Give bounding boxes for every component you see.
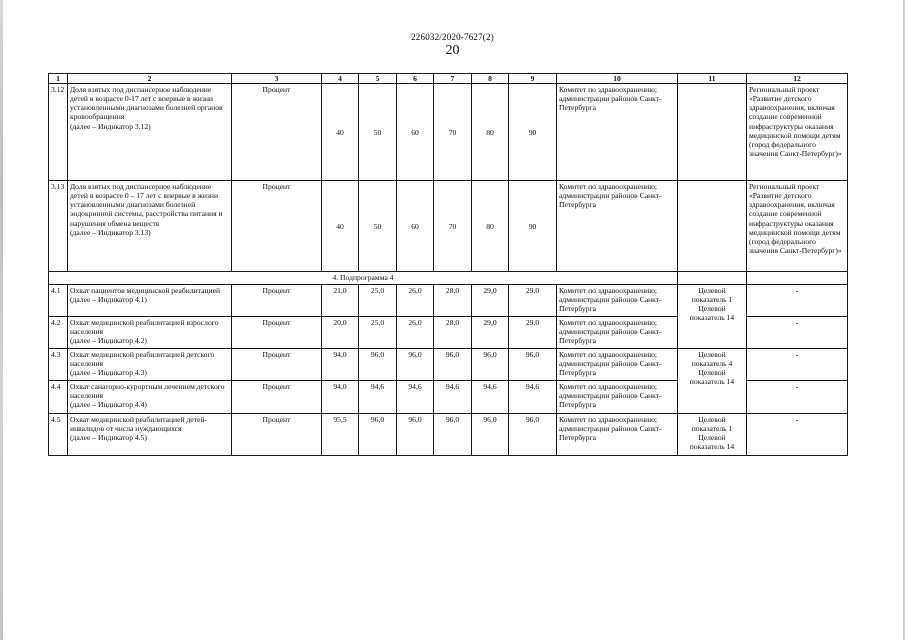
header-row — [49, 74, 848, 84]
regional-project: Региональный проект «Развитие детского здравоохранения, включая создание современной инфраструктуры оказания медицинской помощи детям (город федерального значения Санкт-Петербург)» — [747, 181, 848, 272]
value-cell: 60 — [397, 84, 434, 181]
regional-project: - — [747, 349, 848, 381]
col-header: 5 — [359, 74, 397, 84]
unit: Процент — [232, 317, 322, 349]
indicator-name: Охват медицинской реабилитацией взрослого населения (далее – Индикатор 4.2) — [68, 317, 232, 349]
unit: Процент — [232, 181, 322, 272]
value-cell: 50 — [359, 84, 397, 181]
value-cell: 96,0 — [359, 349, 397, 381]
value-cell: 96,0 — [472, 349, 509, 381]
indicator-name: Охват медицинской реабилитацией детей-инвалидов от числа нуждающихся (далее – Индикатор 4.5) — [68, 414, 232, 456]
value-cell: 50 — [359, 181, 397, 272]
scan-left-edge — [0, 0, 3, 640]
target-link — [678, 181, 747, 272]
row-number: 4.1 — [49, 285, 68, 317]
row-number: 4.5 — [49, 414, 68, 456]
value-cell: 29,0 — [472, 285, 509, 317]
value-cell: 25,0 — [359, 317, 397, 349]
value-cell: 95,5 — [322, 414, 359, 456]
regional-project: - — [747, 285, 848, 317]
page-number: 20 — [445, 43, 460, 58]
col-header: 6 — [397, 74, 434, 84]
subprogram-row — [49, 272, 848, 285]
indicator-name: Охват пациентов медицинской реабилитацией (далее – Индикатор 4.1) — [68, 285, 232, 317]
indicator-name: Охват санаторно-курортным лечением детского населения (далее – Индикатор 4.4) — [68, 381, 232, 414]
row-number: 4.2 — [49, 317, 68, 349]
value-cell: 96,0 — [397, 349, 434, 381]
target-link: Целевой показатель 1 Целевой показатель 14 — [678, 414, 747, 456]
value-cell: 94,6 — [509, 381, 557, 414]
target-link: Целевой показатель 1 Целевой показатель 14 — [678, 285, 747, 349]
unit: Процент — [232, 381, 322, 414]
value-cell: 94,6 — [397, 381, 434, 414]
row-number: 4.4 — [49, 381, 68, 414]
value-cell: 96,0 — [359, 414, 397, 456]
value-cell: 96,0 — [434, 349, 472, 381]
unit: Процент — [232, 84, 322, 181]
table-row — [49, 181, 848, 272]
value-cell: 90 — [509, 84, 557, 181]
col-header: 12 — [747, 74, 848, 84]
value-cell: 26,0 — [397, 317, 434, 349]
value-cell: 96,0 — [434, 414, 472, 456]
col-header: 9 — [509, 74, 557, 84]
col-header: 10 — [557, 74, 678, 84]
value-cell: 40 — [322, 181, 359, 272]
regional-project: - — [747, 414, 848, 456]
value-cell: 94,0 — [322, 381, 359, 414]
col-header: 8 — [472, 74, 509, 84]
row-number: 4.3 — [49, 349, 68, 381]
row-number: 3.13 — [49, 181, 68, 272]
executor: Комитет по здравоохранению; администрации районов Санкт-Петербурга — [557, 349, 678, 381]
value-cell: 90 — [509, 181, 557, 272]
table-row — [49, 349, 848, 381]
executor: Комитет по здравоохранению; администрации районов Санкт-Петербурга — [557, 381, 678, 414]
regional-project: - — [747, 317, 848, 349]
table-row — [49, 285, 848, 317]
value-cell: 21,0 — [322, 285, 359, 317]
value-cell: 96,0 — [509, 414, 557, 456]
value-cell: 25,0 — [359, 285, 397, 317]
executor: Комитет по здравоохранению; администрации районов Санкт-Петербурга — [557, 84, 678, 181]
subprogram-title: 4. Подпрограмма 4 — [49, 272, 678, 285]
indicators-table — [48, 73, 848, 456]
value-cell: 94,6 — [359, 381, 397, 414]
col-header: 1 — [49, 74, 68, 84]
target-link: Целевой показатель 4 Целевой показатель 14 — [678, 349, 747, 414]
regional-project: - — [747, 381, 848, 414]
value-cell: 96,0 — [472, 414, 509, 456]
value-cell: 26,0 — [397, 285, 434, 317]
value-cell: 29,0 — [472, 317, 509, 349]
unit: Процент — [232, 349, 322, 381]
value-cell: 94,6 — [472, 381, 509, 414]
col-header: 7 — [434, 74, 472, 84]
indicator-name: Доля взятых под диспансерное наблюдение детей в возрасте 0 – 17 лет с впервые в жизни установленными диагнозами болезней эндокринной системы, расстройства питания и нарушения обмена веществ (далее – Индикатор 3.13) — [68, 181, 232, 272]
unit: Процент — [232, 414, 322, 456]
col-header: 2 — [68, 74, 232, 84]
value-cell: 94,0 — [322, 349, 359, 381]
executor: Комитет по здравоохранению; администрации районов Санкт-Петербурга — [557, 285, 678, 317]
value-cell: 80 — [472, 84, 509, 181]
indicator-name: Охват медицинской реабилитацией детского населения (далее – Индикатор 4.3) — [68, 349, 232, 381]
col-header: 4 — [322, 74, 359, 84]
value-cell: 80 — [472, 181, 509, 272]
unit: Процент — [232, 285, 322, 317]
value-cell: 28,0 — [434, 285, 472, 317]
value-cell: 96,0 — [509, 349, 557, 381]
value-cell: 70 — [434, 181, 472, 272]
col-header: 3 — [232, 74, 322, 84]
indicator-name: Доля взятых под диспансерное наблюдение детей в возрасте 0-17 лет с впервые в жизни установленными диагнозами болезней органов кровообращения (далее – Индикатор 3.12) — [68, 84, 232, 181]
document-id: 226032/2020-7627(2) — [411, 32, 494, 42]
regional-project: Региональный проект «Развитие детского здравоохранения, включая создание современной инфраструктуры оказания медицинской помощи детям (город федерального значения Санкт-Петербург)» — [747, 84, 848, 181]
executor: Комитет по здравоохранению; администрации районов Санкт-Петербурга — [557, 414, 678, 456]
table-row — [49, 84, 848, 181]
row-number: 3.12 — [49, 84, 68, 181]
table-row — [49, 414, 848, 456]
value-cell: 20,0 — [322, 317, 359, 349]
value-cell: 94,6 — [434, 381, 472, 414]
value-cell: 29,0 — [509, 317, 557, 349]
executor: Комитет по здравоохранению; администрации районов Санкт-Петербурга — [557, 317, 678, 349]
target-link — [678, 84, 747, 181]
value-cell: 60 — [397, 181, 434, 272]
value-cell: 29,0 — [509, 285, 557, 317]
value-cell: 96,0 — [397, 414, 434, 456]
value-cell: 70 — [434, 84, 472, 181]
value-cell: 28,0 — [434, 317, 472, 349]
executor: Комитет по здравоохранению; администрации районов Санкт-Петербурга — [557, 181, 678, 272]
value-cell: 40 — [322, 84, 359, 181]
col-header: 11 — [678, 74, 747, 84]
